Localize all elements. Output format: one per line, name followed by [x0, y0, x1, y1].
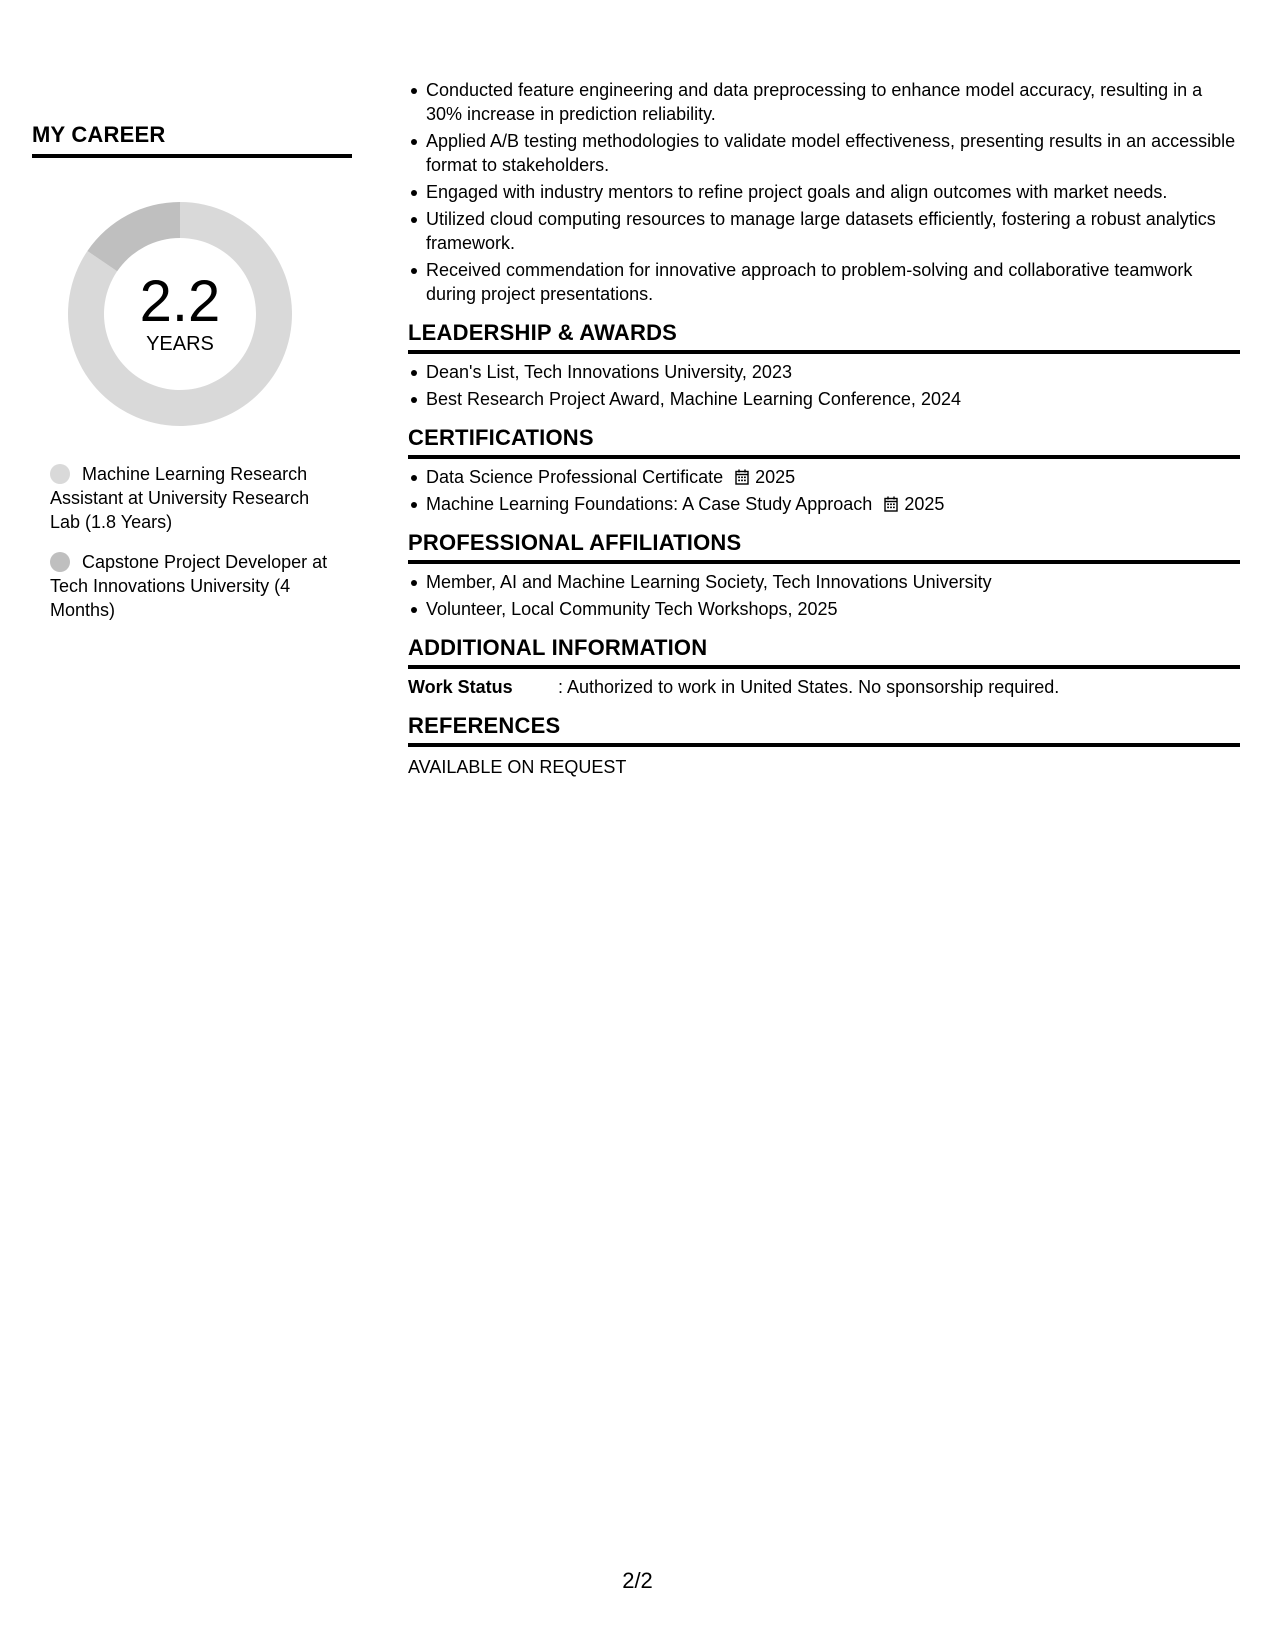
section-title: LEADERSHIP & AWARDS — [408, 320, 1240, 354]
list-item — [426, 465, 1240, 489]
additional-info-section — [408, 635, 1240, 699]
legend-dot — [50, 464, 70, 484]
legend-item-capstone-developer — [50, 550, 340, 622]
leadership-section — [408, 320, 1240, 411]
certifications-section — [408, 425, 1240, 516]
career-donut-chart — [66, 200, 294, 428]
career-sidebar — [32, 122, 352, 638]
page-number: 2/2 — [622, 1568, 653, 1593]
calendar-icon — [884, 496, 898, 512]
references-section — [408, 713, 1240, 779]
work-status-value: : Authorized to work in United States. No sponsorship required. — [558, 677, 1060, 697]
list-item — [426, 492, 1240, 516]
calendar-icon — [735, 469, 749, 485]
legend-label: Capstone Project Developer at Tech Innovations University (4 Months) — [50, 552, 328, 620]
section-title: REFERENCES — [408, 713, 1240, 747]
list-item: Received commendation for innovative approach to problem-solving and collaborative teamwork during project presentations. — [426, 258, 1240, 306]
resume-main — [408, 78, 1240, 779]
certification-year: 2025 — [755, 467, 796, 487]
certification-year: 2025 — [904, 494, 945, 514]
list-item: Member, AI and Machine Learning Society, Tech Innovations University — [426, 570, 1240, 594]
section-title: CERTIFICATIONS — [408, 425, 1240, 459]
affiliations-list — [408, 570, 1240, 621]
leadership-list — [408, 360, 1240, 411]
legend-item-research-assistant — [50, 462, 340, 534]
certification-name: Data Science Professional Certificate — [426, 467, 724, 487]
experience-bullets — [408, 78, 1240, 306]
certification-name: Machine Learning Foundations: A Case Study Approach — [426, 494, 873, 514]
section-title: PROFESSIONAL AFFILIATIONS — [408, 530, 1240, 564]
certifications-list — [408, 465, 1240, 516]
total-years-unit: YEARS — [146, 333, 214, 355]
list-item: Volunteer, Local Community Tech Workshops, 2025 — [426, 597, 1240, 621]
legend-dot — [50, 552, 70, 572]
total-years-value: 2.2 — [139, 269, 221, 334]
section-title: ADDITIONAL INFORMATION — [408, 635, 1240, 669]
career-title: MY CAREER — [32, 122, 352, 158]
list-item: Applied A/B testing methodologies to validate model effectiveness, presenting results in an accessible format to stakeholders. — [426, 129, 1240, 177]
references-text: AVAILABLE ON REQUEST — [408, 757, 627, 777]
work-status-label: Work Status — [408, 677, 513, 697]
list-item: Best Research Project Award, Machine Learning Conference, 2024 — [426, 387, 1240, 411]
work-status-row — [408, 675, 1240, 699]
affiliations-section — [408, 530, 1240, 621]
donut-center — [66, 269, 294, 356]
list-item: Utilized cloud computing resources to manage large datasets efficiently, fostering a robust analytics framework. — [426, 207, 1240, 255]
list-item: Conducted feature engineering and data preprocessing to enhance model accuracy, resulting in a 30% increase in prediction reliability. — [426, 78, 1240, 126]
list-item: Engaged with industry mentors to refine project goals and align outcomes with market needs. — [426, 180, 1240, 204]
list-item: Dean's List, Tech Innovations University, 2023 — [426, 360, 1240, 384]
career-legend — [32, 462, 340, 622]
legend-label: Machine Learning Research Assistant at University Research Lab (1.8 Years) — [50, 464, 310, 532]
